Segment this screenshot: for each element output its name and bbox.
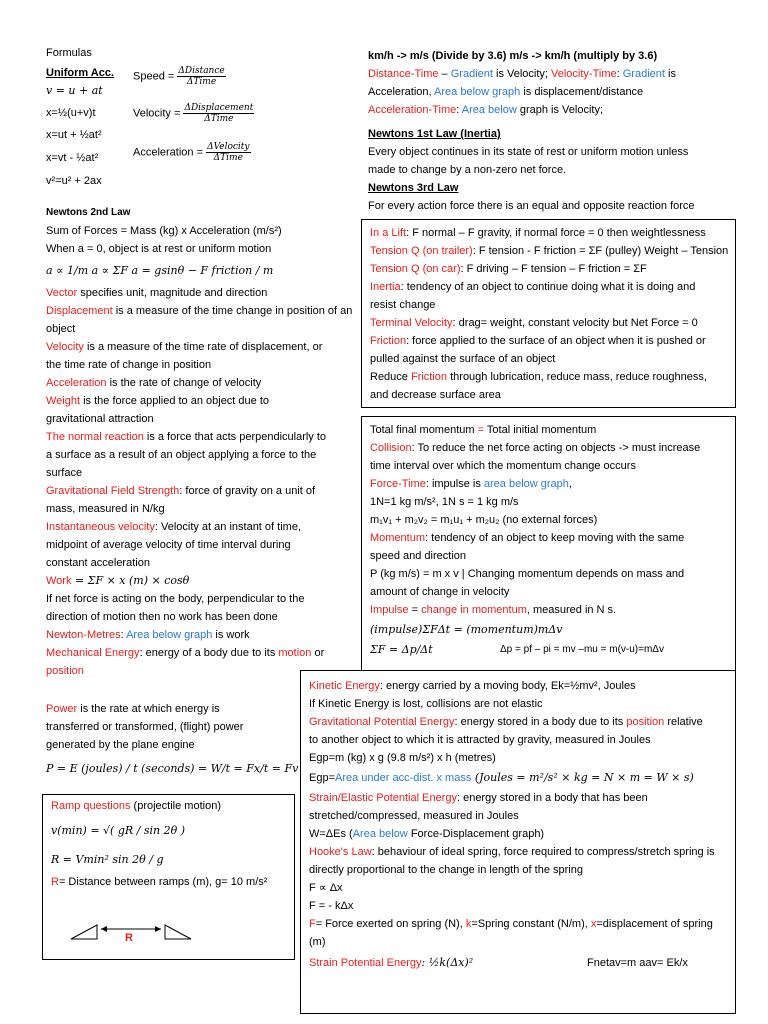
x-def-2: (m) xyxy=(309,936,326,948)
impulse-formula: (impulse)ΣFΔt = (momentum)mΔv xyxy=(370,623,563,636)
net-force-line-1: If net force is acting on the body, perpendicular to the xyxy=(46,593,305,605)
momentum-def: : tendency of an object to keep moving with the same xyxy=(425,532,685,544)
newton2-heading: Newtons 2nd Law xyxy=(46,207,131,218)
f-proportional: F ∝ Δx xyxy=(309,882,343,894)
ramp-box xyxy=(42,794,295,960)
velocity-formula xyxy=(133,103,254,124)
acceleration-formula xyxy=(133,142,251,163)
total-final-momentum: Total final momentum xyxy=(370,424,478,436)
energy-box xyxy=(300,670,736,1014)
velocity-time-term: Velocity-Time xyxy=(551,68,617,80)
ramp-title: Ramp questions xyxy=(51,800,131,812)
displacement-def-2: object xyxy=(46,323,76,335)
impulse-change: change in momentum xyxy=(421,604,527,616)
impulse-term: Impulse xyxy=(370,604,409,616)
eq-x-vt: x=vt - ½at² xyxy=(46,152,99,164)
diagram-range-label: R xyxy=(125,932,133,944)
velocity-def: is a measure of the time rate of displacement, or xyxy=(83,341,323,353)
velocity-term: Velocity xyxy=(46,341,84,353)
vector-term: Vector xyxy=(46,287,78,299)
power-def-3: generated by the plane engine xyxy=(46,739,195,751)
force-time-term: Force-Time xyxy=(370,478,426,490)
conservation-equation: m₁v₁ + m₂v₂ = m₁u₁ + m₂u₂ (no external forces) xyxy=(370,514,598,526)
newton-metres-area: Area below graph xyxy=(126,629,213,641)
friction-def: : force applied to the surface of an object when it is pushed or xyxy=(406,335,706,347)
newton-metres-term: Newton-Metres xyxy=(46,629,121,641)
hookes-law-def: : behaviour of ideal spring, force required to compress/stretch spring is xyxy=(371,846,715,858)
gpe-def: : energy stored in a body due to its xyxy=(454,716,627,728)
newton1-text-1: Every object continues in its state of rest or uniform motion unless xyxy=(368,146,689,158)
tension-trailer-term: Tension Q (on trailer) xyxy=(370,245,473,257)
newton1-text-2: made to change by a non-zero net force. xyxy=(368,164,567,176)
inertia-def: : tendency of an object to continue doing what it is doing and xyxy=(400,281,696,293)
reduce-friction-term: Friction xyxy=(410,371,448,383)
normal-def-2: a surface as a result of an object applying a force to the xyxy=(46,449,317,461)
hookes-law-def-2: directly proportional to the change in length of the spring xyxy=(309,864,583,876)
eq-v-squared: v²=u² + 2ax xyxy=(46,175,102,187)
top-right-section xyxy=(368,47,728,215)
speed-den: ΔTime xyxy=(186,77,217,87)
newton-metres-colon: : xyxy=(120,629,127,641)
impulse-def: , measured in N s. xyxy=(526,604,617,616)
work-es-graph: Force-Displacement graph) xyxy=(407,828,545,840)
vt-gradient: Gradient xyxy=(622,68,665,80)
newton1-heading: Newtons 1st Law (Inertia) xyxy=(368,128,501,140)
force-time-comma: , xyxy=(568,478,572,490)
f-equation: F = - kΔx xyxy=(309,900,354,912)
inst-velocity-term: Instantaneous velocity xyxy=(46,521,155,533)
terminal-velocity-def: : drag= weight, constant velocity but Net Force = 0 xyxy=(452,317,698,329)
vt-acceleration: Acceleration, xyxy=(368,86,435,98)
dt-is-velocity: is Velocity; xyxy=(492,68,552,80)
dt-dash: – xyxy=(438,68,451,80)
vt-colon: : xyxy=(616,68,623,80)
egp2-prefix: Egp= xyxy=(309,772,335,784)
accel-num: ΔVelocity xyxy=(207,142,250,152)
distance-time-term: Distance-Time xyxy=(368,68,439,80)
work-formula: = ΣF × x (m) × cosθ xyxy=(71,574,190,587)
impulse-eq: = xyxy=(408,604,422,616)
reduce-friction-def: through lubrication, reduce mass, reduce roughness, xyxy=(447,371,707,383)
accel-time-term: Acceleration-Time xyxy=(368,104,457,116)
newton2-section xyxy=(46,204,351,680)
lift-term: In a Lift xyxy=(370,227,407,239)
x-def: =displacement of spring xyxy=(596,918,713,930)
gpe-position: position xyxy=(626,716,665,728)
displacement-term: Displacement xyxy=(46,305,113,317)
inertia-def-2: resist change xyxy=(370,299,436,311)
net-force-line-2: direction of motion then no work has been done xyxy=(46,611,278,623)
vector-def: specifies unit, magnitude and direction xyxy=(77,287,268,299)
inst-velocity-def-2: midpoint of average velocity of time interval during xyxy=(46,539,291,551)
weight-def-2: gravitational attraction xyxy=(46,413,154,425)
friction-def-2: pulled against the surface of an object xyxy=(370,353,556,365)
gfs-term: Gravitational Field Strength xyxy=(46,485,180,497)
power-def-2: transferred or transformed, (flight) power xyxy=(46,721,244,733)
accel-fraction xyxy=(206,142,250,163)
proportionality-line: a ∝ 1/m a ∝ ΣF a = gsinθ − F friction / m xyxy=(46,264,274,277)
inst-velocity-def: : Velocity at an instant of time, xyxy=(154,521,301,533)
k-def: =Spring constant (N/m), xyxy=(471,918,591,930)
velocity-den: ΔTime xyxy=(204,114,234,124)
range-def: = Distance between ramps (m), g= 10 m/s² xyxy=(58,876,268,888)
newton3-heading: Newtons 3rd Law xyxy=(368,182,459,194)
uniform-acc-heading: Uniform Acc. xyxy=(46,67,115,79)
strain-energy-term: Strain/Elastic Potential Energy xyxy=(309,792,457,804)
newton-metres-def: is work xyxy=(212,629,250,641)
collision-def-2: time interval over which the momentum change occurs xyxy=(370,460,636,472)
speed-label: Speed = xyxy=(133,70,175,83)
newton-units: 1N=1 kg m/s², 1N s = 1 kg m/s xyxy=(370,496,519,508)
p-equation: P (kg m/s) = m x v | Changing momentum depends on mass and xyxy=(370,568,685,580)
tension-car-def: : F driving – F tension – F friction = ΣF xyxy=(460,263,647,275)
sf-formula: ΣF = Δp/Δt xyxy=(370,643,433,656)
gpe-def-2: to another object to which it is attracted by gravity, measured in Joules xyxy=(309,734,651,746)
terminal-velocity-term: Terminal Velocity xyxy=(370,317,453,329)
lift-def: : F normal – F gravity, if normal force = 0 then weightlessness xyxy=(406,227,706,239)
at-colon: : xyxy=(456,104,462,116)
arrow-right-head xyxy=(155,926,161,932)
ramp-diagram xyxy=(67,919,207,949)
dt-gradient: Gradient xyxy=(450,68,493,80)
dp-formula: Δp = pf – pi = mv –mu = m(v-u)=mΔv xyxy=(500,644,664,655)
egp2-units: (Joules = m²/s² × kg = N × m = W × s) xyxy=(471,771,694,784)
mech-energy-term: Mechanical Energy xyxy=(46,647,140,659)
range-term: R xyxy=(51,876,59,888)
k-term: k xyxy=(465,918,472,930)
velocity-def-2: the time rate of change in position xyxy=(46,359,212,371)
range-formula: R = Vmin² sin 2θ / g xyxy=(51,853,164,866)
a-zero-line: When a = 0, object is at rest or uniform motion xyxy=(46,243,272,255)
acceleration-def: is the rate of change of velocity xyxy=(106,377,262,389)
speed-formula xyxy=(133,66,226,87)
hookes-law-term: Hooke's Law xyxy=(309,846,372,858)
spe-row xyxy=(309,951,727,975)
normal-def: is a force that acts perpendicularly to xyxy=(143,431,327,443)
vt-area-below: Area below graph xyxy=(434,86,521,98)
unit-conversion: km/h -> m/s (Divide by 3.6) m/s -> km/h (multiply by 3.6) xyxy=(368,50,658,62)
momentum-term: Momentum xyxy=(370,532,426,544)
strain-energy-def: : energy stored in a body that has been xyxy=(456,792,648,804)
egp2-area: Area under acc-dist. x mass xyxy=(335,772,472,784)
ke-lost-line: If Kinetic Energy is lost, collisions are not elastic xyxy=(309,698,543,710)
eq-x-avg: x=½(u+v)t xyxy=(46,107,96,119)
at-area-below: Area below xyxy=(461,104,517,116)
force-momentum-row xyxy=(370,641,727,659)
at-is-velocity: graph is Velocity; xyxy=(516,104,604,116)
acceleration-term: Acceleration xyxy=(46,377,107,389)
ramp-subtitle: (projectile motion) xyxy=(130,800,221,812)
speed-num: ΔDistance xyxy=(178,66,225,76)
normal-def-3: surface xyxy=(46,467,83,479)
work-es-prefix: W=ΔEs ( xyxy=(309,828,353,840)
total-equals: = xyxy=(477,424,485,436)
work-term: Work xyxy=(46,575,72,587)
power-def: is the rate at which energy is xyxy=(77,703,220,715)
formulas-heading: Formulas xyxy=(46,47,92,59)
momentum-box xyxy=(361,416,736,671)
reduce-friction-def-2: and decrease surface area xyxy=(370,389,501,401)
tension-trailer-def: : F tension - F friction = ΣF (pulley) Weight – Tension xyxy=(472,245,729,257)
accel-label: Acceleration = xyxy=(133,146,204,159)
inertia-term: Inertia xyxy=(370,281,401,293)
accel-den: ΔTime xyxy=(213,153,243,163)
left-ramp-icon xyxy=(71,925,97,939)
total-initial-momentum: Total initial momentum xyxy=(484,424,597,436)
kinetic-energy-def: : energy carried by a moving body, Ek=½mv², Joules xyxy=(379,680,636,692)
collision-term: Collision xyxy=(370,442,412,454)
mech-or: or xyxy=(311,647,325,659)
work-es-area: Area below xyxy=(352,828,408,840)
strain-energy-def-2: stretched/compressed, measured in Joules xyxy=(309,810,519,822)
mech-motion: motion xyxy=(278,647,312,659)
vt-is: is xyxy=(664,68,676,80)
fnet-formula: Fnetav=m aav= Ek/x xyxy=(587,957,688,969)
force-time-def: : impulse is xyxy=(425,478,484,490)
f-def: = Force exerted on spring (N), xyxy=(315,918,466,930)
lift-box xyxy=(361,219,736,408)
mech-position: position xyxy=(46,665,84,677)
vmin-formula: v(min) = √( gR / sin 2θ ) xyxy=(51,824,186,837)
weight-term: Weight xyxy=(46,395,81,407)
collision-def: : To reduce the net force acting on objects -> must increase xyxy=(411,442,701,454)
weight-def: is the force applied to an object due to xyxy=(80,395,270,407)
eq-x-ut: x=ut + ½at² xyxy=(46,129,102,141)
right-ramp-icon xyxy=(165,925,191,939)
displacement-def: is a measure of the time change in position of an xyxy=(112,305,353,317)
newton3-text: For every action force there is an equal and opposite reaction force xyxy=(368,200,695,212)
force-time-area: area below graph xyxy=(483,478,569,490)
spe-term: Strain Potential Energy xyxy=(309,957,422,969)
spe-formula: : ½k(Δx)² xyxy=(421,956,474,969)
speed-fraction xyxy=(177,66,225,87)
gpe-relative: relative xyxy=(664,716,703,728)
inst-velocity-def-3: constant acceleration xyxy=(46,557,150,569)
gpe-term: Gravitational Potential Energy xyxy=(309,716,455,728)
vt-displacement: is displacement/distance xyxy=(520,86,644,98)
arrow-left-head xyxy=(101,926,107,932)
velocity-label: Velocity = xyxy=(133,107,181,120)
velocity-num: ΔDisplacement xyxy=(184,103,254,113)
sum-forces-line: Sum of Forces = Mass (kg) x Acceleration (m/s²) xyxy=(46,225,282,237)
velocity-fraction xyxy=(183,103,254,124)
gfs-def-2: mass, measured in N/kg xyxy=(46,503,165,515)
gfs-def: : force of gravity on a unit of xyxy=(179,485,316,497)
momentum-def-2: speed and direction xyxy=(370,550,467,562)
eq-v-u-at: v = u + at xyxy=(46,84,103,97)
f-term: F xyxy=(309,918,316,930)
egp-equation-1: Egp=m (kg) x g (9.8 m/s²) x h (metres) xyxy=(309,752,496,764)
tension-car-term: Tension Q (on car) xyxy=(370,263,461,275)
mech-energy-def: : energy of a body due to its xyxy=(139,647,279,659)
normal-term: The normal reaction xyxy=(46,431,144,443)
kinetic-energy-term: Kinetic Energy xyxy=(309,680,380,692)
power-equation: P = E (joules) / t (seconds) = W/t = Fx/t = Fv xyxy=(46,762,299,775)
p-equation-2: amount of change in velocity xyxy=(370,586,510,598)
friction-term: Friction xyxy=(370,335,407,347)
reduce-prefix: Reduce xyxy=(370,371,411,383)
power-term: Power xyxy=(46,703,78,715)
x-term: x xyxy=(590,918,597,930)
